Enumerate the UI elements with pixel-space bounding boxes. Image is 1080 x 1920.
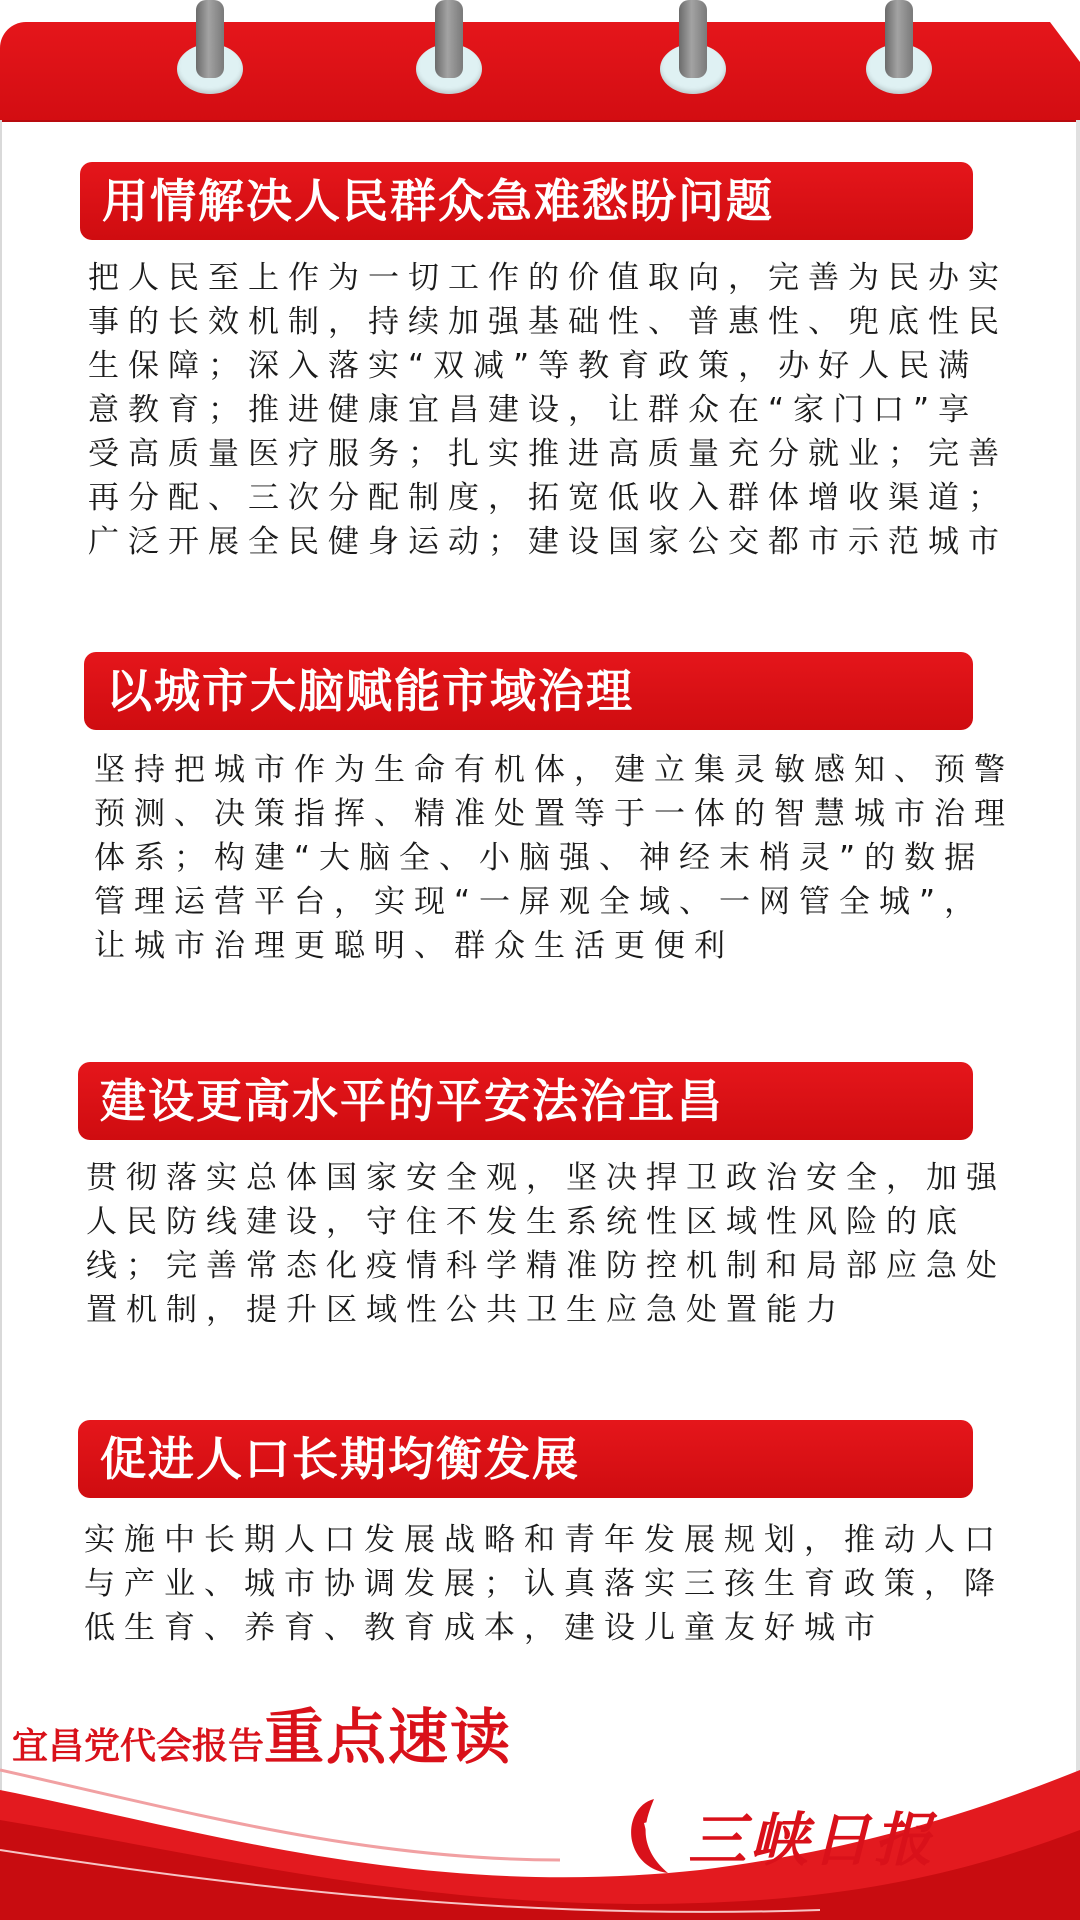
section-2-title: 以城市大脑赋能市域治理: [84, 652, 973, 730]
report-title-small: 宜昌党代会报告: [12, 1726, 265, 1767]
section-1-title: 用情解决人民群众急难愁盼问题: [80, 162, 973, 240]
section-1-body: 把人民至上作为一切工作的价值取向，完善为民办实事的长效机制，持续加强基础性、普惠性、兜底性民生保障；深入落实“双减”等教育政策，办好人民满意教育；推进健康宜昌建设，让群众在“家门口”享受高质量医疗服务；扎实推进高质量充分就业；完善再分配、三次分配制度，拓宽低收入群体增收渠道；广泛开展全民健身运动；建设国家公交都市示范城市: [88, 260, 1008, 560]
report-title-big: 重点速读: [264, 1703, 513, 1773]
section-4-body: 实施中长期人口发展战略和青年发展规划，推动人口与产业、城市协调发展；认真落实三孩生育政策，降低生育、养育、教育成本，建设儿童友好城市: [84, 1522, 1004, 1646]
binder-ring-icon: [416, 0, 482, 100]
page-edge-left: [0, 120, 2, 1820]
newspaper-logo-text: 三峡日报: [688, 1806, 937, 1874]
binder-ring-icon: [866, 0, 932, 100]
newspaper-logo: [624, 1790, 936, 1880]
section-3-title: 建设更高水平的平安法治宜昌: [78, 1062, 973, 1140]
section-2-body: 坚持把城市作为生命有机体，建立集灵敏感知、预警预测、决策指挥、精准处置等于一体的智慧城市治理体系；构建“大脑全、小脑强、神经末梢灵”的数据管理运营平台，实现“一屏观全域、一网管全城”，让城市治理更聪明、群众生活更便利: [94, 752, 1014, 964]
section-3-body: 贯彻落实总体国家安全观，坚决捍卫政治安全，加强人民防线建设，守住不发生系统性区域性风险的底线；完善常态化疫情科学精准防控机制和局部应急处置机制，提升区域性公共卫生应急处置能力: [86, 1160, 1006, 1328]
sanxia-ribao-logo-icon: [624, 1793, 680, 1877]
report-title: [12, 1690, 512, 1776]
page-edge-right: [1076, 120, 1080, 1820]
section-4-title: 促进人口长期均衡发展: [78, 1420, 973, 1498]
binder-ring-icon: [177, 0, 243, 100]
binder-ring-icon: [660, 0, 726, 100]
